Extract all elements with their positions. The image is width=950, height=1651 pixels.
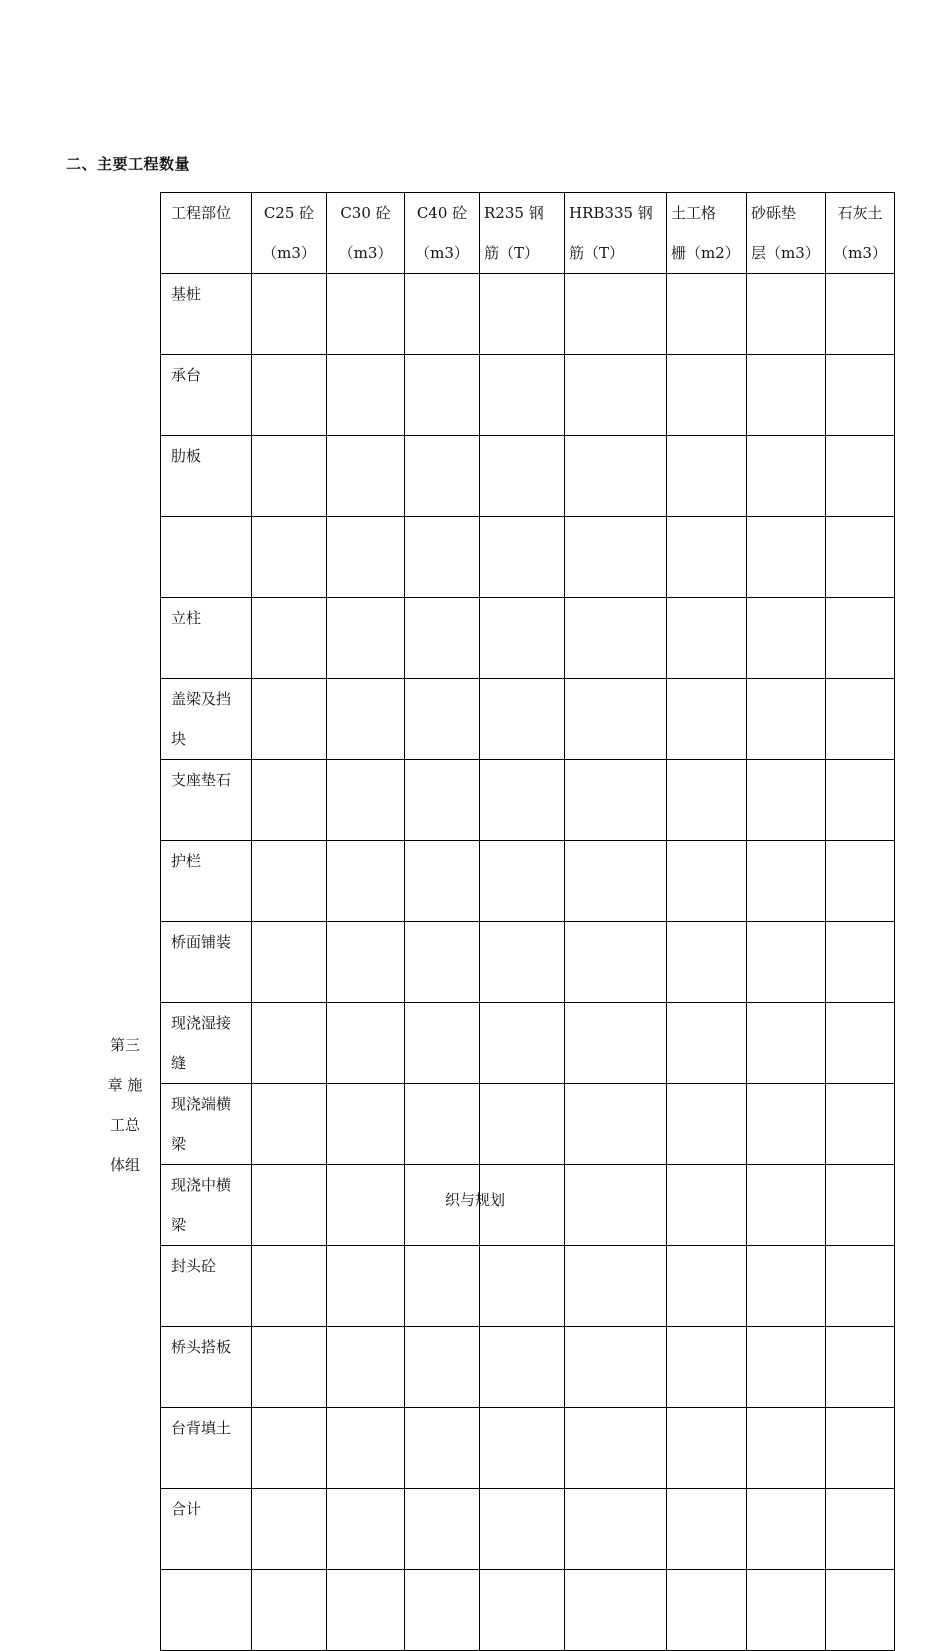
- table-cell: [747, 1570, 826, 1651]
- row-label-cell: [161, 355, 252, 436]
- table-cell: [405, 274, 480, 355]
- table-cell: [565, 1246, 667, 1327]
- table-cell: [405, 760, 480, 841]
- row-label-line-2: 块: [171, 730, 187, 748]
- table-cell: [327, 922, 405, 1003]
- column-header: [405, 193, 480, 274]
- column-header-line-1: HRB335 钢: [569, 204, 653, 222]
- table-cell: [252, 1327, 327, 1408]
- table-cell: [826, 1408, 895, 1489]
- table-row: [161, 1408, 895, 1489]
- table-cell: [667, 1408, 747, 1489]
- table-cell: [327, 1570, 405, 1651]
- row-label: 护栏: [171, 852, 202, 870]
- table-cell: [747, 1408, 826, 1489]
- table-cell: [747, 1489, 826, 1570]
- table-cell: [327, 1327, 405, 1408]
- quantity-table: [160, 192, 895, 1651]
- table-cell: [405, 841, 480, 922]
- column-header-line-2: （m3）: [415, 244, 469, 262]
- table-row: [161, 679, 895, 760]
- table-cell: [327, 517, 405, 598]
- table-cell: [667, 274, 747, 355]
- table-cell: [405, 1003, 480, 1084]
- table-cell: [565, 1003, 667, 1084]
- table-cell: [327, 1003, 405, 1084]
- side-line: 工总: [109, 1116, 140, 1134]
- row-label: 承台: [171, 366, 202, 384]
- table-row: [161, 436, 895, 517]
- column-header-line-1: C30 砼: [340, 204, 391, 222]
- table-cell: [252, 922, 327, 1003]
- table-cell: [667, 1246, 747, 1327]
- column-header-line-1: 砂砾垫: [751, 204, 797, 222]
- row-label: [171, 517, 251, 557]
- row-label-cell: [161, 517, 252, 598]
- table-row: [161, 1327, 895, 1408]
- table-cell: [826, 679, 895, 760]
- side-line: 第三: [109, 1036, 140, 1054]
- table-row: [161, 760, 895, 841]
- table-cell: [405, 1489, 480, 1570]
- row-label: 合计: [171, 1500, 202, 1518]
- table-cell: [747, 1003, 826, 1084]
- row-label: 基桩: [171, 285, 202, 303]
- row-label-line-2: [171, 1367, 251, 1407]
- table-cell: [747, 436, 826, 517]
- row-label-cell: [161, 1084, 252, 1165]
- column-header: [747, 193, 826, 274]
- section-heading: 二、主要工程数量: [66, 155, 191, 173]
- table-cell: [747, 1327, 826, 1408]
- table-cell: [327, 274, 405, 355]
- table-cell: [747, 841, 826, 922]
- table-cell: [252, 355, 327, 436]
- table-cell: [327, 355, 405, 436]
- column-header: [327, 193, 405, 274]
- table-row: [161, 1489, 895, 1570]
- table-cell: [405, 1570, 480, 1651]
- row-label-line-2: [171, 881, 251, 921]
- row-label-line-2: 梁: [171, 1216, 187, 1234]
- row-label-line-2: [171, 800, 251, 840]
- row-label-line-2: [171, 395, 251, 435]
- table-cell: [252, 841, 327, 922]
- table-cell: [565, 436, 667, 517]
- table-cell: [252, 679, 327, 760]
- table-cell: [747, 922, 826, 1003]
- table-cell: [565, 274, 667, 355]
- table-cell: [480, 841, 565, 922]
- row-label-cell: [161, 841, 252, 922]
- table-cell: [565, 922, 667, 1003]
- table-cell: [327, 1246, 405, 1327]
- table-row: [161, 355, 895, 436]
- table-cell: [826, 355, 895, 436]
- row-label-cell: [161, 1408, 252, 1489]
- table-cell: [480, 517, 565, 598]
- table-cell: [480, 1084, 565, 1165]
- row-label-line-2: [171, 1286, 251, 1326]
- row-label: 桥头搭板: [171, 1338, 232, 1356]
- row-label: 肋板: [171, 447, 202, 465]
- table-cell: [327, 841, 405, 922]
- table-cell: [252, 1570, 327, 1651]
- table-cell: [667, 679, 747, 760]
- table-cell: [667, 598, 747, 679]
- row-label: [171, 1570, 251, 1610]
- table-cell: [667, 760, 747, 841]
- column-header-line-2: [171, 233, 251, 273]
- table-row: [161, 922, 895, 1003]
- table-cell: [480, 922, 565, 1003]
- table-cell: [252, 274, 327, 355]
- row-label-line-2: 梁: [171, 1135, 187, 1153]
- table-cell: [747, 274, 826, 355]
- table-cell: [480, 355, 565, 436]
- table-cell: [405, 598, 480, 679]
- chapter-title-continuation: 织与规划: [444, 1191, 505, 1209]
- table-cell: [480, 679, 565, 760]
- table-cell: [747, 1084, 826, 1165]
- row-label: 盖梁及挡: [171, 690, 232, 708]
- column-header-line-2: （m3）: [338, 244, 393, 262]
- row-label-cell: [161, 1489, 252, 1570]
- column-header: [252, 193, 327, 274]
- row-label-line-2: [171, 1529, 251, 1569]
- side-line: 章 施: [107, 1076, 143, 1094]
- table-cell: [405, 355, 480, 436]
- table-cell: [565, 517, 667, 598]
- column-header-line-1: 土工格: [671, 204, 717, 222]
- table-cell: [480, 1246, 565, 1327]
- table-cell: [565, 841, 667, 922]
- table-row: [161, 1084, 895, 1165]
- row-label-line-2: 缝: [171, 1054, 187, 1072]
- table-cell: [252, 1084, 327, 1165]
- row-label-line-2: [171, 314, 251, 354]
- column-header-line-1: R235 钢: [484, 204, 544, 222]
- table-cell: [327, 1489, 405, 1570]
- row-label: 封头砼: [171, 1257, 217, 1275]
- table-cell: [252, 436, 327, 517]
- table-cell: [480, 274, 565, 355]
- table-row: [161, 274, 895, 355]
- row-label-line-2: [171, 476, 251, 516]
- table-cell: [327, 1408, 405, 1489]
- table-cell: [252, 1489, 327, 1570]
- row-label: 现浇中横: [171, 1176, 232, 1194]
- table-cell: [826, 517, 895, 598]
- table-cell: [565, 1327, 667, 1408]
- table-cell: [405, 679, 480, 760]
- table-cell: [667, 1084, 747, 1165]
- row-label: 立柱: [171, 609, 202, 627]
- row-label-line-2: [171, 962, 251, 1002]
- column-header-line-1: 工程部位: [171, 204, 232, 222]
- table-cell: [667, 922, 747, 1003]
- row-label-cell: [161, 436, 252, 517]
- table-cell: [667, 1570, 747, 1651]
- table-cell: [405, 1246, 480, 1327]
- table-cell: [667, 517, 747, 598]
- table-cell: [327, 760, 405, 841]
- table-cell: [480, 1003, 565, 1084]
- table-cell: [480, 436, 565, 517]
- row-label: 桥面铺装: [171, 933, 232, 951]
- table-cell: [252, 517, 327, 598]
- table-cell: [667, 1003, 747, 1084]
- table-cell: [565, 1489, 667, 1570]
- row-label-cell: [161, 1570, 252, 1651]
- row-label-line-2: [171, 557, 251, 597]
- table-cell: [826, 1084, 895, 1165]
- row-label-cell: [161, 274, 252, 355]
- table-cell: [480, 760, 565, 841]
- table-cell: [826, 1327, 895, 1408]
- row-label-line-2: [171, 1610, 251, 1650]
- row-label: 支座垫石: [171, 771, 232, 789]
- row-label-cell: [161, 598, 252, 679]
- column-header-line-1: C40 砼: [416, 204, 468, 222]
- column-header-line-1: 石灰土: [837, 204, 883, 222]
- column-header: [161, 193, 252, 274]
- column-header-line-2: （m3）: [833, 244, 887, 262]
- row-label-line-2: [171, 638, 251, 678]
- table-cell: [480, 1327, 565, 1408]
- table-cell: [252, 1003, 327, 1084]
- table-cell: [480, 1489, 565, 1570]
- table-row: [161, 598, 895, 679]
- table-cell: [405, 517, 480, 598]
- table-cell: [565, 679, 667, 760]
- table-cell: [327, 598, 405, 679]
- column-header-line-2: 层（m3）: [751, 244, 820, 262]
- side-line: 体组: [109, 1156, 140, 1174]
- row-label-cell: [161, 1003, 252, 1084]
- column-header: [480, 193, 565, 274]
- table-cell: [252, 1408, 327, 1489]
- table-cell: [747, 760, 826, 841]
- column-header-line-2: 筋（T）: [484, 244, 540, 262]
- table-cell: [667, 436, 747, 517]
- table-row: [161, 841, 895, 922]
- table-cell: [667, 355, 747, 436]
- table-cell: [405, 436, 480, 517]
- table-cell: [327, 1084, 405, 1165]
- table-row: [161, 1570, 895, 1651]
- table-cell: [747, 598, 826, 679]
- table-cell: [480, 1570, 565, 1651]
- table-cell: [405, 1084, 480, 1165]
- table-cell: [826, 760, 895, 841]
- row-label-cell: [161, 1246, 252, 1327]
- table-cell: [826, 436, 895, 517]
- row-label-cell: [161, 760, 252, 841]
- row-label-cell: [161, 922, 252, 1003]
- table-cell: [480, 598, 565, 679]
- table-cell: [480, 1408, 565, 1489]
- table-cell: [826, 1570, 895, 1651]
- table-cell: [565, 1408, 667, 1489]
- table-cell: [565, 1570, 667, 1651]
- side-chapter-label: [100, 1025, 150, 1185]
- table-cell: [565, 355, 667, 436]
- table-cell: [667, 841, 747, 922]
- table-cell: [826, 922, 895, 1003]
- table-row: [161, 1246, 895, 1327]
- table-cell: [667, 1327, 747, 1408]
- table-cell: [826, 598, 895, 679]
- column-header-line-2: 栅（m2）: [671, 244, 740, 262]
- table-cell: [826, 841, 895, 922]
- column-header: [565, 193, 667, 274]
- row-label: 现浇端横: [171, 1095, 232, 1113]
- row-label: 现浇湿接: [171, 1014, 232, 1032]
- table-cell: [667, 1489, 747, 1570]
- table-cell: [747, 1246, 826, 1327]
- table-cell: [252, 598, 327, 679]
- column-header-line-2: （m3）: [262, 244, 316, 262]
- table-cell: [747, 355, 826, 436]
- table-cell: [826, 1246, 895, 1327]
- table-cell: [405, 1327, 480, 1408]
- table-row: [161, 1003, 895, 1084]
- table-cell: [252, 1246, 327, 1327]
- table-cell: [327, 436, 405, 517]
- table-cell: [747, 679, 826, 760]
- column-header: [826, 193, 895, 274]
- table-cell: [826, 1003, 895, 1084]
- table-cell: [747, 517, 826, 598]
- header-row: [161, 193, 895, 274]
- row-label-cell: [161, 679, 252, 760]
- column-header: [667, 193, 747, 274]
- table-cell: [327, 679, 405, 760]
- row-label-cell: [161, 1327, 252, 1408]
- table-cell: [826, 1489, 895, 1570]
- row-label: 台背填土: [171, 1419, 232, 1437]
- row-label-line-2: [171, 1448, 251, 1488]
- table-cell: [405, 922, 480, 1003]
- column-header-line-1: C25 砼: [263, 204, 315, 222]
- table-cell: [252, 760, 327, 841]
- table-cell: [405, 1408, 480, 1489]
- column-header-line-2: 筋（T）: [569, 244, 625, 262]
- table-cell: [565, 598, 667, 679]
- table-cell: [826, 274, 895, 355]
- table-row: [161, 517, 895, 598]
- table-cell: [565, 760, 667, 841]
- table-cell: [565, 1084, 667, 1165]
